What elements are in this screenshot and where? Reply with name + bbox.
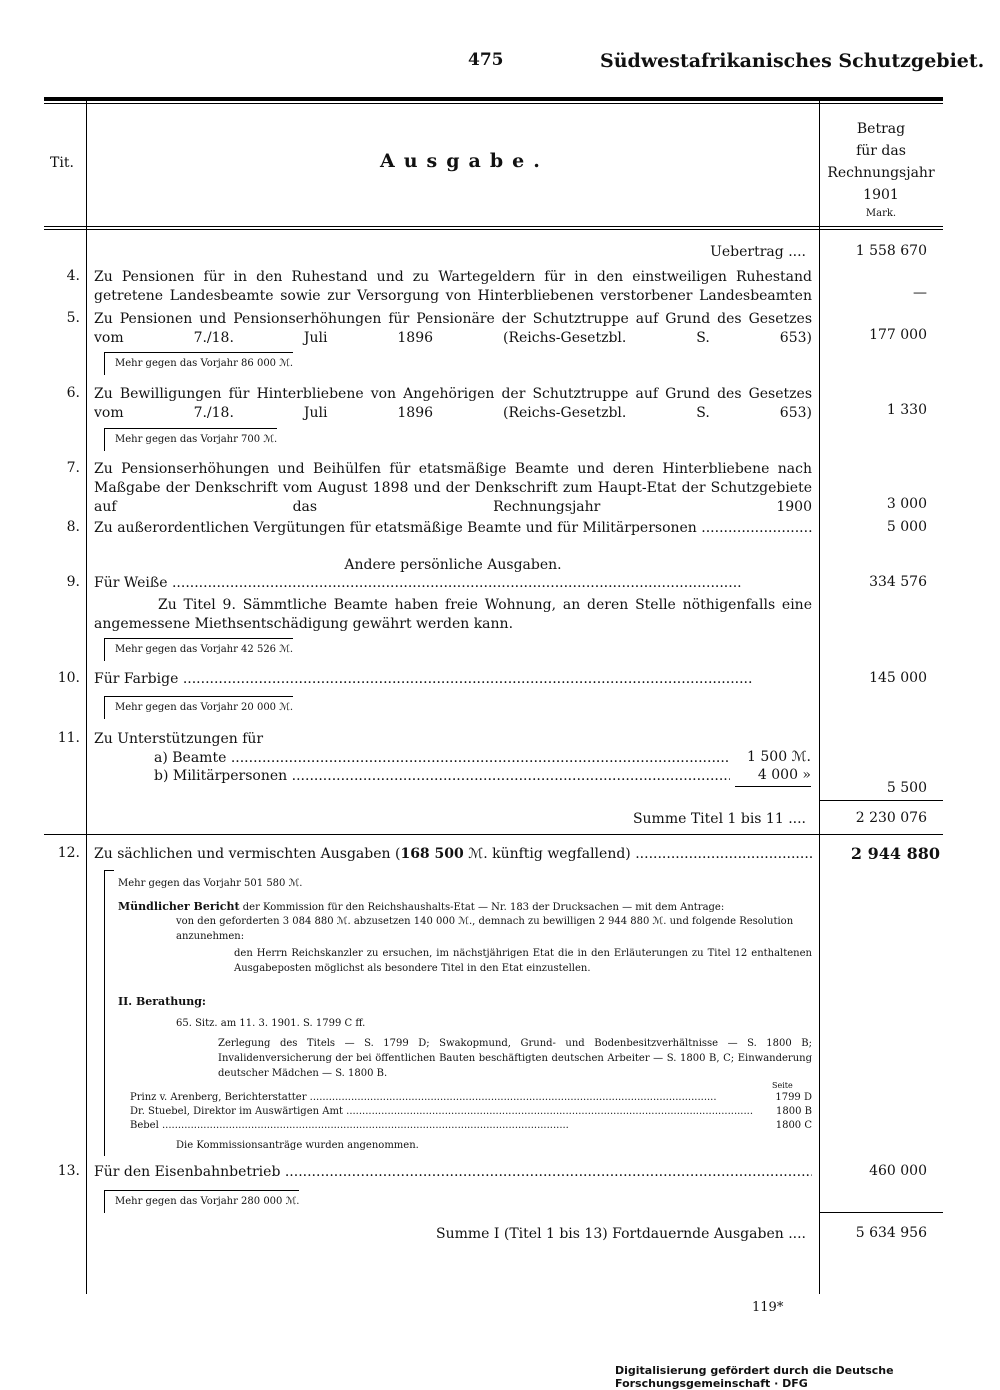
page-title: Südwestafrikanisches Schutzgebiet. — [600, 50, 985, 72]
top-rule-thin — [44, 103, 943, 104]
row-13-number: 13. — [57, 1163, 80, 1179]
column-divider-right — [819, 101, 820, 1294]
row-8-text: Zu außerordentlichen Vergütungen für etatsmäßige Beamte und für Militärpersonen ..... — [94, 519, 812, 538]
column-header-betrag — [822, 118, 940, 206]
row-9-remark: Zu Titel 9. Sämmtliche Beamte haben freie Wohnung, an deren Stelle nöthigenfalls eine angemessene Miethsentschädigung gewährt werden kann. — [94, 597, 812, 632]
dfg-credit: Digitalisierung gefördert durch die Deutsche Forschungsgemeinschaft · DFG — [615, 1364, 894, 1390]
betrag-line: 1901 — [863, 187, 899, 203]
row-12-beratung-title: II. Berathung: — [118, 995, 206, 1008]
section-heading: Andere persönliche Ausgaben. — [344, 557, 562, 573]
row-9-text: Für Weiße ..... — [94, 574, 812, 593]
row-11a-label: a) Beamte ..... — [154, 749, 730, 768]
uebertrag-label: Uebertrag .... — [710, 244, 806, 260]
page-number: 475 — [468, 50, 504, 70]
row-10-number: 10. — [57, 670, 80, 686]
row-5-amount: 177 000 — [869, 327, 927, 343]
row-11b-amount: 4 000 » — [757, 767, 811, 783]
summe-rule — [44, 834, 943, 835]
row-7-text: Zu Pensionserhöhungen und Beihülfen für etatsmäßige Beamte und deren Hinterbliebene nach Maßgabe der Denkschrift vom August 1898 und der Denkschrift zum Haupt-Etat der Schutzgebiete auf das Rechnungsjahr 1900 — [94, 461, 812, 515]
row-12-text: Zu sächlichen und vermischten Ausgaben (168 500 ℳ. künftig wegfallend) ..... — [94, 845, 812, 864]
speaker-row: Dr. Stuebel, Direktor im Auswärtigen Amt ..... — [130, 1104, 760, 1119]
row-9-number: 9. — [66, 574, 80, 590]
row-12-zerlegung: Zerlegung des Titels — S. 1799 D; Swakopmund, Grund- und Bodenbesitzverhältnisse — S. 1800 B; Invalidenversicherung der bei öffentlichen Bauten beschäftigten deutschen Arbeiter — S. 1800 B, C; Einwanderung deutscher Mädchen — S. 1800 B. — [218, 1038, 812, 1079]
row-4-number: 4. — [66, 268, 80, 284]
row-6-text: Zu Bewilligungen für Hinterbliebene von Angehörigen der Schutztruppe auf Grund des Gesetzes vom 7./18. Juli 1896 (Reichs-Gesetzbl. S. 653) — [94, 386, 812, 421]
column-header-ausgabe: Ausgabe. — [380, 150, 549, 172]
column-unit: Mark. — [865, 208, 897, 219]
row-12-sitzung: 65. Sitz. am 11. 3. 1901. S. 1799 C ff. — [176, 1018, 366, 1029]
speaker-page: 1800 B — [776, 1106, 812, 1117]
top-rule — [44, 97, 943, 101]
row-5-text: Zu Pensionen und Pensionserhöhungen für Pensionäre der Schutztruppe auf Grund des Gesetzes vom 7./18. Juli 1896 (Reichs-Gesetzbl. S. 653) — [94, 311, 812, 346]
row-11-amount: 5 500 — [886, 780, 927, 796]
row-4-amount: — — [913, 285, 927, 301]
summe-1-11-amount: 2 230 076 — [855, 810, 927, 826]
row-10-note: Mehr gegen das Vorjahr 20 000 ℳ. — [104, 696, 293, 719]
row-12-note: Mehr gegen das Vorjahr 501 580 ℳ. — [118, 878, 303, 889]
row-6-amount: 1 330 — [886, 402, 927, 418]
row-11b-label: b) Militärpersonen ..... — [154, 767, 730, 786]
row-12-number: 12. — [57, 845, 80, 861]
speaker-page: 1799 D — [775, 1092, 812, 1103]
column-header-tit: Tit. — [50, 155, 74, 171]
row-8-amount: 5 000 — [886, 519, 927, 535]
betrag-line: Betrag — [856, 121, 906, 137]
row-12-resolution: den Herrn Reichskanzler zu ersuchen, im nächstjährigen Etat die in den Erläuterungen zu Titel 12 enthaltenen Ausgabeposten möglichst als besondere Titel in den Etat einzustellen. — [234, 948, 812, 974]
speaker-page: 1800 C — [775, 1120, 812, 1131]
row-12-bericht: Mündlicher Bericht der Kommission für den Reichshaushalts-Etat — Nr. 183 der Drucksachen — mit dem Antrage: — [118, 900, 725, 913]
row-6-note: Mehr gegen das Vorjahr 700 ℳ. — [104, 428, 277, 451]
header-rule-thin — [44, 229, 943, 230]
row-13-amount: 460 000 — [869, 1163, 927, 1179]
row-11-text: Zu Unterstützungen für — [94, 731, 264, 747]
row-12-seite-label: Seite — [772, 1081, 793, 1090]
row-11a-amount: 1 500 ℳ. — [747, 749, 811, 765]
summe-total-amount: 5 634 956 — [855, 1225, 927, 1241]
betrag-line: für das — [856, 143, 906, 159]
speaker-row: Bebel ..... — [130, 1118, 760, 1133]
header-rule — [44, 226, 943, 227]
row-13-note: Mehr gegen das Vorjahr 280 000 ℳ. — [104, 1190, 299, 1213]
uebertrag-amount: 1 558 670 — [855, 243, 927, 259]
speaker-row: Prinz v. Arenberg, Berichterstatter ..... — [130, 1090, 760, 1105]
summe-1-11-label: Summe Titel 1 bis 11 .... — [632, 811, 806, 827]
summe-total-label: Summe I (Titel 1 bis 13) Fortdauernde Ausgaben .... — [436, 1226, 806, 1242]
row-6-number: 6. — [66, 385, 80, 401]
page-reference: 119* — [752, 1300, 784, 1315]
row-7-amount: 3 000 — [886, 496, 927, 512]
row-12-bericht-line2: von den geforderten 3 084 880 ℳ. abzusetzen 140 000 ℳ., demnach zu bewilligen 2 944 880 ℳ. und folgende Resolution anzunehmen: — [176, 916, 794, 942]
row-10-text: Für Farbige ..... — [94, 670, 812, 689]
row-4-text: Zu Pensionen für in den Ruhestand und zu Wartegeldern für in den einstweiligen Ruhestand getretene Landesbeamte sowie zur Versorgung von Hinterbliebenen verstorbener Landesbeamten — [94, 269, 812, 304]
row-11-number: 11. — [57, 730, 80, 746]
row-8-number: 8. — [66, 519, 80, 535]
row-5-note: Mehr gegen das Vorjahr 86 000 ℳ. — [104, 352, 293, 375]
column-divider-left — [86, 101, 87, 1294]
row-7-number: 7. — [66, 460, 80, 476]
row-13-text: Für den Eisenbahnbetrieb ..... — [94, 1163, 812, 1182]
row-12-bracket-top — [104, 870, 114, 871]
row-5-number: 5. — [66, 310, 80, 326]
subtotal-rule — [819, 800, 943, 801]
row-9-note: Mehr gegen das Vorjahr 42 526 ℳ. — [104, 638, 293, 661]
row-9-amount: 334 576 — [869, 574, 927, 590]
total-rule — [819, 1212, 943, 1213]
row-12-angenommen: Die Kommissionsanträge wurden angenommen. — [176, 1140, 419, 1151]
row-10-amount: 145 000 — [869, 670, 927, 686]
row-12-bracket — [104, 870, 105, 1156]
row-11-subtotal-rule — [735, 786, 811, 787]
row-12-amount: 2 944 880 — [850, 844, 940, 863]
betrag-line: Rechnungsjahr — [827, 165, 935, 181]
